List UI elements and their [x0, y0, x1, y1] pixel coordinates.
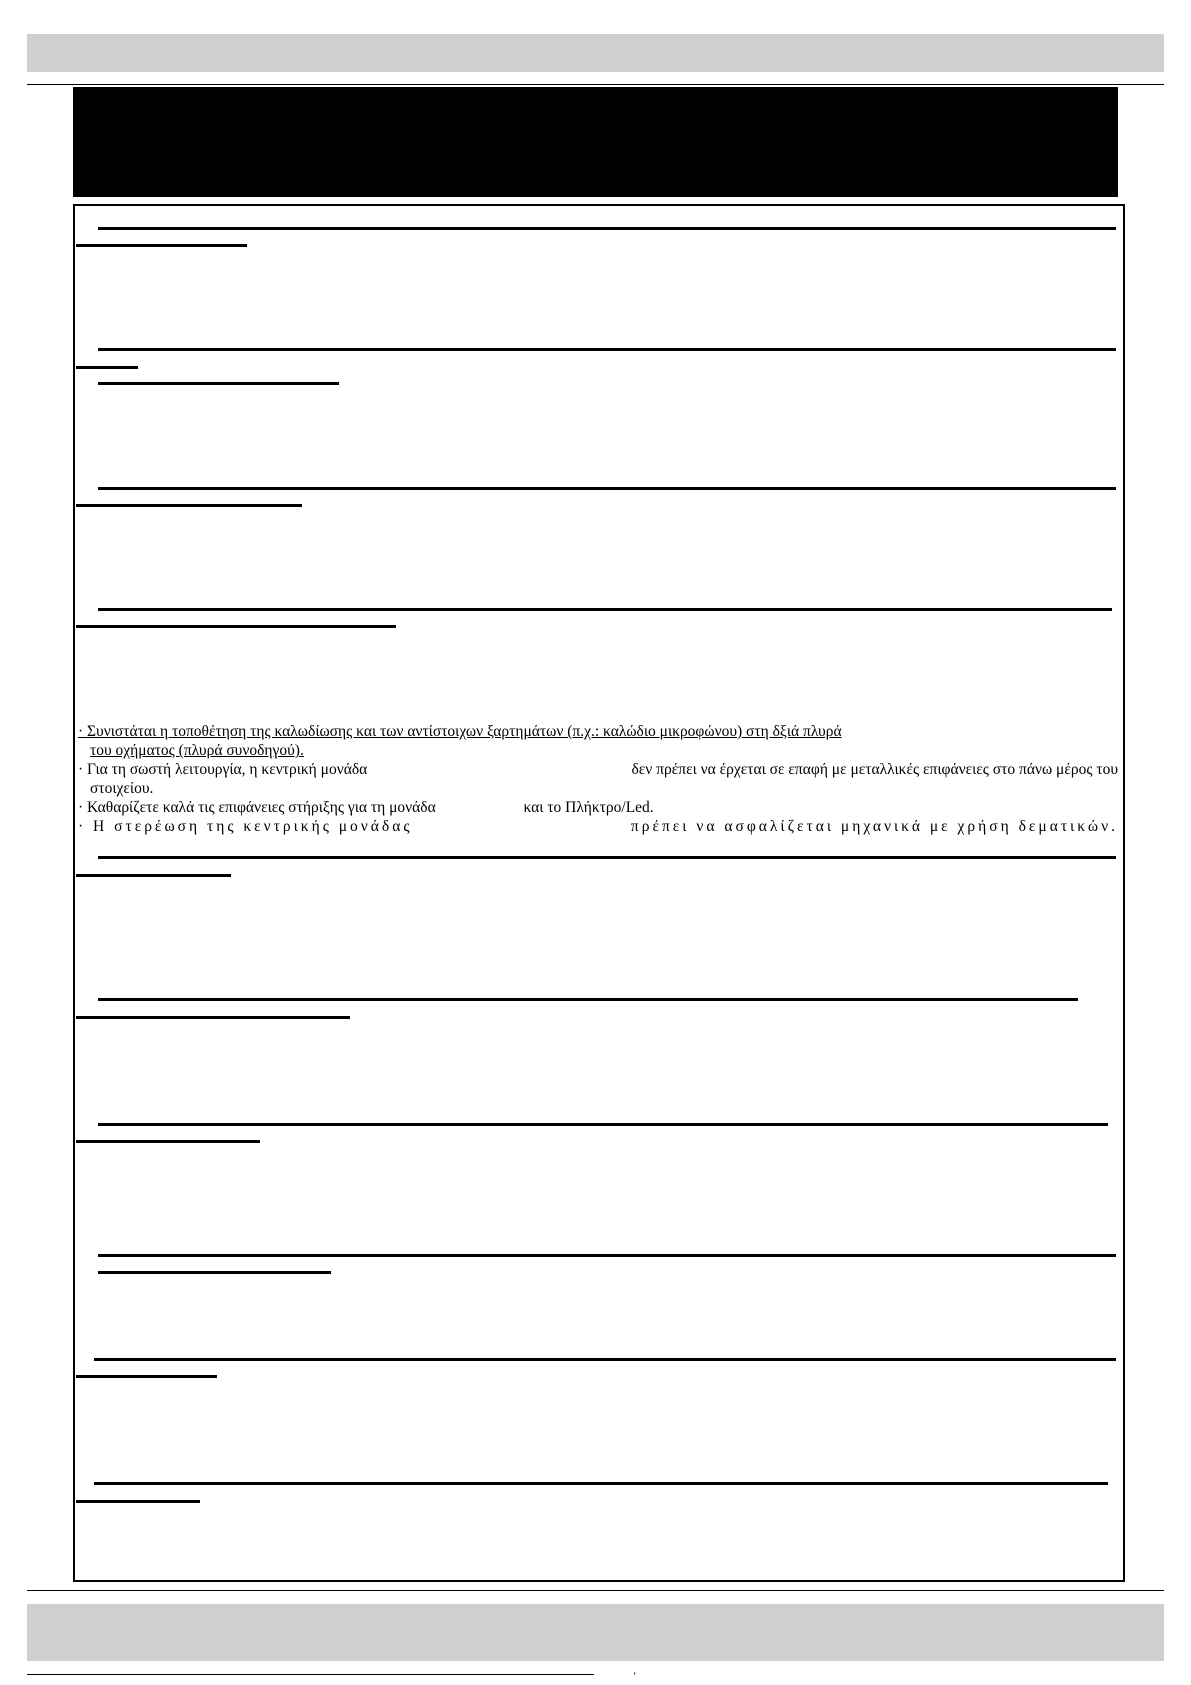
section-rule — [98, 856, 1116, 859]
section-heading-underline — [76, 1375, 217, 1378]
header-divider — [27, 84, 1164, 85]
note-2-line-1 — [78, 760, 1118, 779]
section-rule — [98, 1254, 1116, 1257]
footer-mark: ‘ — [633, 1671, 637, 1682]
installation-notes — [78, 722, 1118, 836]
note-4 — [78, 817, 1118, 836]
section-heading-underline — [76, 874, 231, 877]
note-2-line-2: στοιχείου. — [90, 780, 154, 797]
section-heading-underline — [76, 1140, 260, 1143]
section-rule — [98, 1123, 1108, 1126]
section-rule — [98, 487, 1116, 490]
section-heading-underline — [76, 504, 302, 507]
section-rule — [98, 227, 1116, 230]
note-3-right: και το Πλήκτρο/Led. — [523, 799, 654, 816]
note-2-right: δεν πρέπει να έρχεται σε επαφή με μεταλλικές επιφάνειες στο πάνω μέρος του — [631, 761, 1118, 778]
note-1-line-2: του οχήματος (πλυρά συνοδηγού). — [90, 742, 304, 759]
section-heading-underline — [76, 625, 396, 628]
section-heading-underline — [76, 1500, 200, 1503]
note-1-line-1: · Συνιστάται η τοποθέτηση της καλωδίωσης και των αντίστοιχων ξαρτημάτων (π.χ.: καλώδιο μικροφώνου) στη δξιά πλυρά — [78, 723, 842, 740]
subsection-heading-underline — [98, 382, 339, 385]
title-banner — [73, 87, 1118, 197]
section-rule — [94, 1358, 1116, 1361]
section-rule — [94, 1482, 1108, 1485]
content-frame — [73, 204, 1125, 1582]
section-heading-underline — [76, 244, 247, 247]
footer-underline — [27, 1674, 594, 1675]
header-band — [27, 34, 1164, 72]
note-2-left: · Για τη σωστή λειτουργία, η κεντρική μονάδα — [78, 761, 368, 778]
note-3-left: · Καθαρίζετε καλά τις επιφάνειες στήριξης για τη μονάδα — [78, 799, 436, 816]
section-rule — [98, 998, 1078, 1001]
footer-band — [27, 1604, 1164, 1661]
section-rule — [98, 348, 1116, 351]
note-4-left: · Η στερέωση της κεντρικής μονάδας — [78, 818, 413, 835]
note-3 — [78, 798, 1118, 817]
note-4-right: πρέπει να ασφαλίζεται μηχανικά με χρήση δεματικών. — [630, 818, 1118, 835]
section-heading-underline — [76, 366, 138, 369]
subsection-heading-underline — [98, 1271, 331, 1274]
section-rule — [98, 608, 1112, 611]
footer-divider — [27, 1590, 1164, 1591]
section-heading-underline — [76, 1016, 350, 1019]
